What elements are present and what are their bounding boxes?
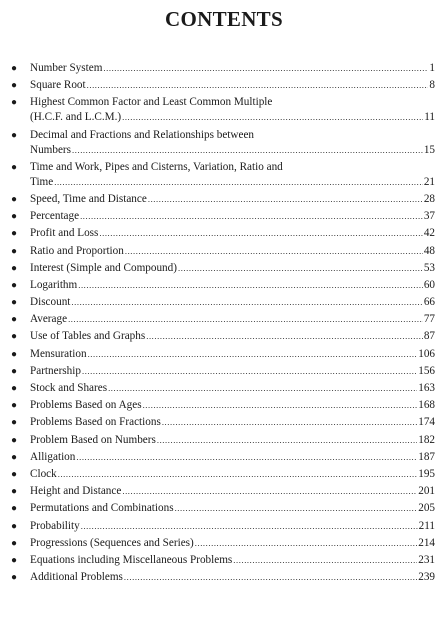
toc-entry-title: Decimal and Fractions and Relationships between [30, 128, 255, 141]
bullet-icon: ● [11, 228, 18, 240]
toc-entry[interactable] [0, 192, 448, 207]
dot-leader [81, 519, 418, 534]
dot-leader [76, 450, 417, 465]
toc-entry-title: Clock [30, 467, 57, 480]
toc-entry[interactable] [0, 433, 448, 448]
toc-entry[interactable] [0, 519, 448, 534]
toc-entry-title: Equations including Miscellaneous Problems [30, 553, 233, 566]
toc-entry-title: Alligation [30, 450, 76, 463]
toc-page-number: 77 [423, 313, 435, 326]
toc-entry-title: Probability [30, 519, 80, 532]
bullet-icon: ● [11, 383, 18, 394]
toc-entry[interactable] [0, 244, 448, 259]
toc-page-number: 231 [418, 553, 435, 566]
dot-leader [103, 61, 428, 76]
bullet-icon: ● [11, 451, 18, 463]
bullet-icon: ● [11, 297, 18, 309]
toc-entry[interactable] [0, 467, 448, 482]
dot-leader [87, 78, 429, 93]
toc-entry-title: Time [30, 175, 54, 188]
bullet-icon: ● [11, 503, 18, 515]
toc-page-number: 187 [418, 450, 435, 463]
bullet-icon: ● [11, 434, 18, 446]
toc-page-number: 201 [418, 485, 435, 498]
toc-entry-title: Progressions (Sequences and Series) [30, 536, 194, 549]
toc-entry[interactable] [0, 160, 448, 190]
toc-entry-title: Problems Based on Fractions [30, 416, 161, 429]
toc-entry-title: Height and Distance [30, 485, 122, 498]
bullet-icon: ● [11, 80, 18, 92]
bullet-icon: ● [11, 400, 18, 412]
dot-leader [125, 244, 423, 259]
toc-entry[interactable] [0, 347, 448, 362]
toc-page-number: 106 [418, 347, 435, 360]
toc-entry-title: Stock and Shares [30, 382, 108, 394]
toc-entry-title: Logarithm [30, 278, 78, 291]
bullet-icon: ● [11, 211, 18, 223]
toc-page-number: 205 [418, 502, 435, 515]
toc-page-number: 174 [418, 416, 435, 429]
dot-leader [68, 312, 423, 327]
toc-entry-title: Problem Based on Numbers [30, 433, 156, 446]
toc-entry-title: Percentage [30, 210, 80, 223]
dot-leader [72, 143, 423, 158]
toc-page-number: 42 [423, 227, 435, 240]
toc-entry[interactable] [0, 553, 448, 568]
toc-page-number: 28 [423, 192, 435, 205]
toc-entry[interactable] [0, 95, 448, 125]
toc-entry-title: Profit and Loss [30, 227, 99, 240]
table-of-contents [0, 61, 448, 587]
bullet-icon: ● [11, 554, 18, 566]
bullet-icon: ● [11, 572, 18, 584]
toc-entry[interactable] [0, 128, 448, 158]
page-title: CONTENTS [165, 7, 283, 31]
toc-entry[interactable] [0, 329, 448, 344]
bullet-icon: ● [11, 193, 18, 205]
toc-entry[interactable] [0, 501, 448, 516]
bullet-icon: ● [11, 348, 18, 360]
dot-leader [82, 364, 417, 379]
toc-entry[interactable] [0, 398, 448, 413]
toc-entry-title: Numbers [30, 143, 72, 156]
dot-leader [143, 398, 418, 413]
toc-entry[interactable] [0, 78, 448, 93]
dot-leader [233, 553, 417, 568]
toc-page-number: 48 [423, 244, 435, 257]
bullet-icon: ● [11, 314, 18, 326]
bullet-icon: ● [11, 63, 18, 74]
dot-leader [54, 175, 423, 190]
dot-leader [58, 467, 417, 482]
toc-entry-title: (H.C.F. and L.C.M.) [30, 111, 122, 124]
toc-entry[interactable] [0, 278, 448, 293]
dot-leader [80, 209, 423, 224]
toc-entry-title: Time and Work, Pipes and Cisterns, Variation, Ratio and [30, 160, 283, 173]
bullet-icon: ● [11, 129, 18, 141]
toc-entry-title: Number System [30, 62, 103, 74]
toc-entry-title: Use of Tables and Graphs [30, 330, 146, 343]
dot-leader [122, 484, 417, 499]
toc-page-number: 60 [423, 278, 435, 291]
toc-page-number: 15 [423, 143, 435, 156]
dot-leader [88, 347, 418, 362]
toc-entry-title: Square Root [30, 79, 86, 92]
toc-page-number: 11 [424, 111, 435, 124]
toc-page-number: 163 [418, 382, 435, 394]
toc-page-number: 195 [418, 467, 435, 480]
toc-page-number: 182 [418, 433, 435, 446]
toc-page-number: 37 [423, 210, 435, 223]
toc-entry[interactable] [0, 295, 448, 310]
toc-entry[interactable] [0, 415, 448, 430]
toc-entry[interactable] [0, 536, 448, 551]
bullet-icon: ● [11, 279, 18, 291]
toc-page-number: 168 [418, 399, 435, 412]
toc-entry-title: Average [30, 313, 68, 326]
toc-entry[interactable] [0, 61, 448, 76]
bullet-icon: ● [11, 486, 18, 498]
toc-entry-title: Highest Common Factor and Least Common Multiple [30, 96, 273, 109]
dot-leader [157, 433, 417, 448]
toc-page-number: 156 [418, 364, 435, 377]
toc-entry[interactable] [0, 364, 448, 379]
bullet-icon: ● [11, 417, 18, 429]
toc-page-number: 87 [423, 330, 435, 343]
toc-page-number: 211 [418, 519, 435, 532]
toc-entry-title: Mensuration [30, 347, 87, 360]
dot-leader [175, 501, 418, 516]
bullet-icon: ● [11, 161, 18, 173]
dot-leader [71, 295, 422, 310]
bullet-icon: ● [11, 365, 18, 377]
toc-entry-title: Interest (Simple and Compound) [30, 261, 177, 274]
toc-entry-title: Additional Problems [30, 571, 123, 584]
dot-leader [108, 381, 417, 396]
toc-entry[interactable] [0, 261, 448, 276]
bullet-icon: ● [11, 520, 18, 532]
toc-entry[interactable] [0, 570, 448, 585]
toc-page-number: 66 [423, 296, 435, 309]
toc-entry[interactable] [0, 226, 448, 241]
toc-entry-title: Speed, Time and Distance [30, 192, 147, 205]
dot-leader [78, 278, 423, 293]
bullet-icon: ● [11, 468, 18, 480]
dot-leader [146, 329, 423, 344]
bullet-icon: ● [11, 537, 18, 549]
dot-leader [195, 536, 417, 551]
dot-leader [162, 415, 417, 430]
toc-entry[interactable] [0, 312, 448, 327]
toc-page-number: 214 [418, 536, 435, 549]
toc-page-number: 8 [429, 79, 435, 92]
toc-entry-title: Discount [30, 296, 71, 309]
bullet-icon: ● [11, 245, 18, 257]
toc-entry-title: Partnership [30, 364, 81, 377]
toc-entry-title: Ratio and Proportion [30, 244, 124, 257]
toc-page-number: 1 [429, 62, 435, 74]
bullet-icon: ● [11, 262, 18, 274]
toc-entry[interactable] [0, 381, 448, 396]
toc-page-number: 21 [423, 175, 435, 188]
dot-leader [122, 110, 423, 125]
toc-page-number: 239 [418, 571, 435, 584]
toc-entry[interactable] [0, 450, 448, 465]
dot-leader [178, 261, 423, 276]
dot-leader [124, 570, 417, 585]
dot-leader [148, 192, 423, 207]
toc-entry-title: Permutations and Combinations [30, 502, 174, 515]
toc-entry[interactable] [0, 209, 448, 224]
toc-entry[interactable] [0, 484, 448, 499]
bullet-icon: ● [11, 331, 18, 343]
bullet-icon: ● [11, 97, 18, 109]
dot-leader [99, 226, 422, 241]
toc-page-number: 53 [423, 261, 435, 274]
toc-entry-title: Problems Based on Ages [30, 399, 142, 412]
